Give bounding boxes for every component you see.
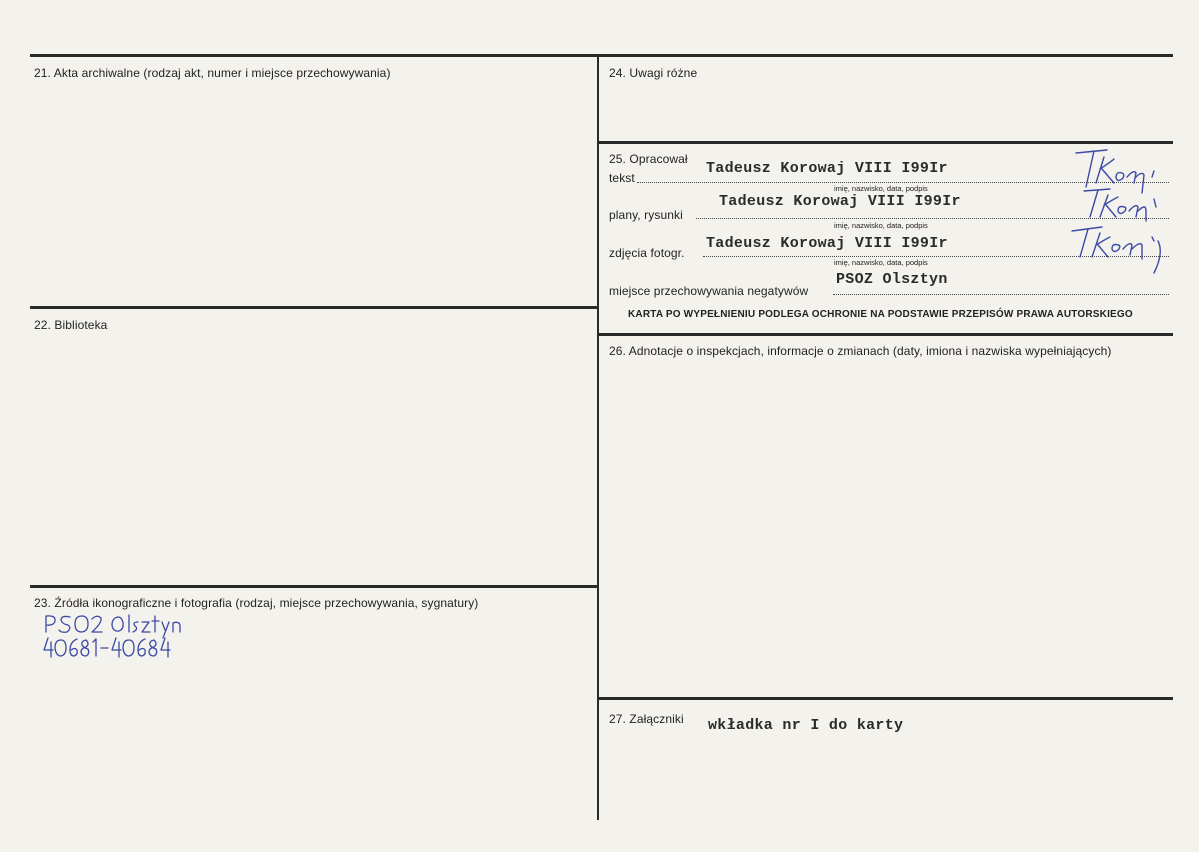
- field-23-label: 23. Źródła ikonograficzne i fotografia (rodzaj, miejsce przechowywania, sygnatury): [34, 596, 479, 610]
- tekst-label: tekst: [609, 171, 635, 185]
- rule-22-23: [30, 585, 598, 588]
- plany-hint: imię, nazwisko, data, podpis: [834, 221, 928, 230]
- plany-label: plany, rysunki: [609, 208, 683, 222]
- zdjecia-hint: imię, nazwisko, data, podpis: [834, 258, 928, 267]
- rule-21-22: [30, 306, 598, 309]
- copyright-notice: KARTA PO WYPEŁNIENIU PODLEGA OCHRONIE NA PODSTAWIE PRZEPISÓW PRAWA AUTORSKIEGO: [628, 309, 1133, 320]
- handwritten-signatures-25: [1062, 145, 1172, 275]
- tekst-value: Tadeusz Korowaj VIII I99Ir: [706, 160, 948, 177]
- field-27-value: wkładka nr I do karty: [708, 717, 904, 734]
- field-27-label: 27. Załączniki: [609, 712, 684, 726]
- rule-26-27: [598, 697, 1173, 700]
- field-21-label: 21. Akta archiwalne (rodzaj akt, numer i miejsce przechowywania): [34, 66, 391, 80]
- field-24-label: 24. Uwagi różne: [609, 66, 698, 80]
- zdjecia-label: zdjęcia fotogr.: [609, 246, 685, 260]
- zdjecia-value: Tadeusz Korowaj VIII I99Ir: [706, 235, 948, 252]
- rule-24-25: [598, 141, 1173, 144]
- negatywy-dotted-line: [833, 294, 1169, 295]
- negatywy-label: miejsce przechowywania negatywów: [609, 284, 809, 298]
- field-22-label: 22. Biblioteka: [34, 318, 108, 332]
- top-rule: [30, 54, 1173, 57]
- field-25-label: 25. Opracował: [609, 152, 688, 166]
- field-26-label: 26. Adnotacje o inspekcjach, informacje o zmianach (daty, imiona i nazwiska wypełniających): [609, 344, 1112, 358]
- handwritten-signature-23: [42, 612, 212, 662]
- tekst-hint: imię, nazwisko, data, podpis: [834, 184, 928, 193]
- plany-value: Tadeusz Korowaj VIII I99Ir: [719, 193, 961, 210]
- rule-25-26: [598, 333, 1173, 336]
- negatywy-value: PSOZ Olsztyn: [836, 271, 948, 288]
- center-divider: [597, 56, 599, 820]
